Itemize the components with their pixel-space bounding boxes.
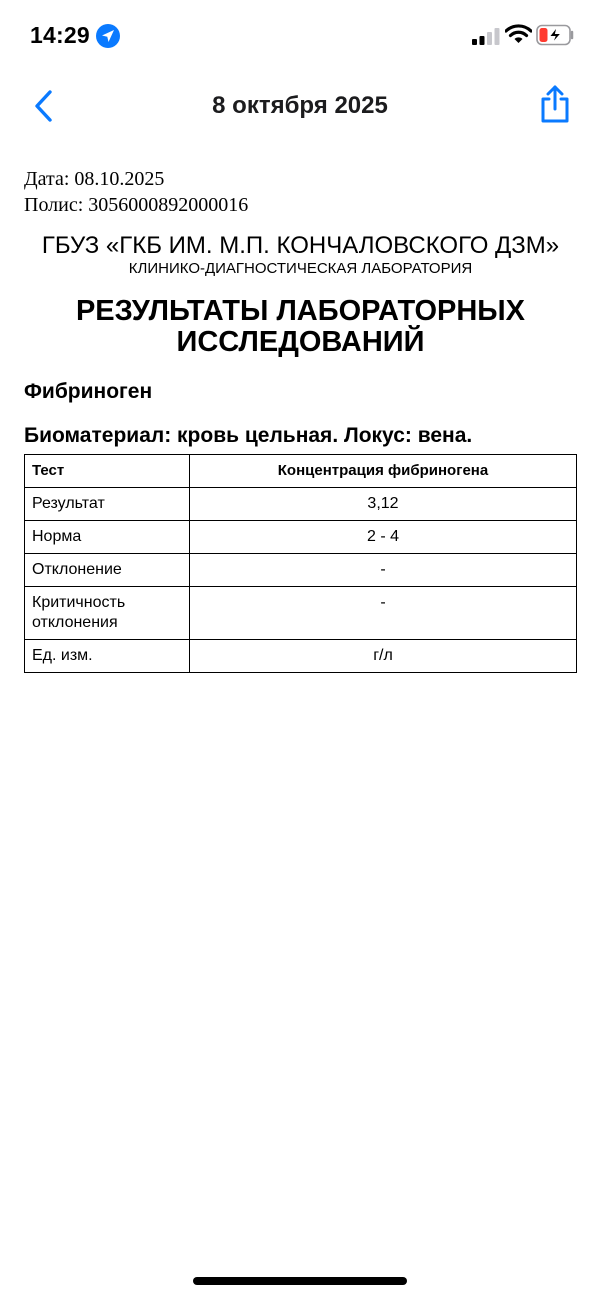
test-name: Фибриноген <box>24 380 153 403</box>
location-arrow-icon <box>96 24 120 48</box>
report-title: РЕЗУЛЬТАТЫ ЛАБОРАТОРНЫХ ИССЛЕДОВАНИЙ <box>75 295 526 358</box>
table-header-cell: Концентрация фибриногена <box>190 455 577 488</box>
table-value-cell: 2 - 4 <box>190 521 577 554</box>
home-indicator[interactable] <box>193 1277 407 1285</box>
table-row <box>25 640 577 673</box>
biomaterial-line: Биоматериал: кровь цельная. Локус: вена. <box>24 424 473 447</box>
table-label-cell: Отклонение <box>25 554 190 587</box>
report-policy: Полис: 3056000892000016 <box>24 194 249 216</box>
table-label-cell: Результат <box>25 488 190 521</box>
table-value-cell: - <box>190 554 577 587</box>
table-header-cell: Тест <box>25 455 190 488</box>
table-row <box>25 521 577 554</box>
table-row <box>25 587 577 640</box>
share-icon[interactable] <box>538 84 572 124</box>
table-value-cell: г/л <box>190 640 577 673</box>
status-bar <box>0 0 600 70</box>
table-label-cell: Ед. изм. <box>25 640 190 673</box>
organization-name: ГБУЗ «ГКБ ИМ. М.П. КОНЧАЛОВСКОГО ДЗМ» <box>41 232 560 259</box>
table-label-cell: Норма <box>25 521 190 554</box>
results-table <box>24 454 577 673</box>
table-label-cell: Критичность отклонения <box>25 587 190 640</box>
table-row <box>25 488 577 521</box>
nav-bar <box>0 78 600 134</box>
table-header-row <box>25 455 577 488</box>
nav-title: 8 октября 2025 <box>212 92 388 119</box>
wifi-icon <box>505 24 532 44</box>
lab-report-document <box>24 166 577 673</box>
cellular-signal-icon <box>472 28 500 45</box>
table-row <box>25 554 577 587</box>
table-value-cell: 3,12 <box>190 488 577 521</box>
laboratory-name: КЛИНИКО-ДИАГНОСТИЧЕСКАЯ ЛАБОРАТОРИЯ <box>128 260 473 277</box>
status-time: 14:29 <box>30 22 90 48</box>
battery-charging-icon <box>536 24 576 46</box>
table-value-cell: - <box>190 587 577 640</box>
report-date: Дата: 08.10.2025 <box>24 168 165 190</box>
